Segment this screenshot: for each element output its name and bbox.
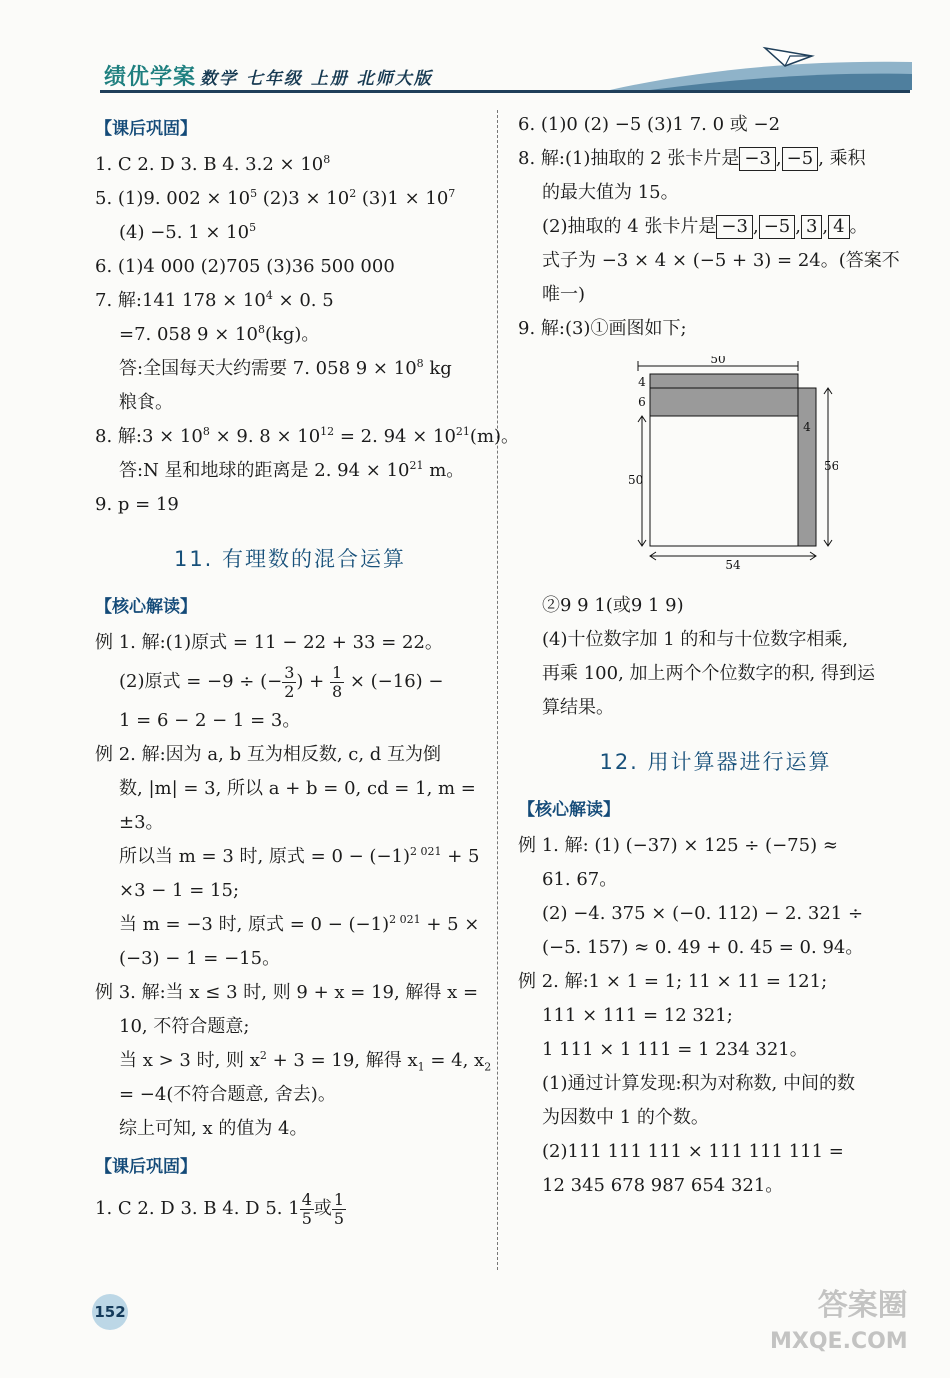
label-height-6: 6 <box>638 395 646 409</box>
example-line: (2) −4. 375 × (−0. 112) − 2. 321 ÷ <box>542 903 864 924</box>
answer-line: 6. (1)0 (2) −5 (3)1 7. 0 或 −2 <box>518 114 781 135</box>
answer-line: 8. 解:(1)抽取的 2 张卡片是 −3 , −5 , 乘积 <box>518 148 866 169</box>
fraction: $\frac{3}{2}$ <box>284 662 295 701</box>
answer-line: 唯一) <box>542 284 586 305</box>
card-box: 4 <box>828 215 849 239</box>
answer-line: 粮食。 <box>119 392 173 413</box>
card-box: −5 <box>782 147 819 171</box>
answer-line: 的最大值为 15。 <box>542 182 679 203</box>
answer-line: 9. p = 19 <box>95 494 179 515</box>
answer-line: 7. 解:141 $178 \times 10^4 \times 0$. 5 <box>95 289 334 311</box>
square-diagram <box>628 356 838 571</box>
section-tag-hexin: 【核心解读】 <box>95 597 197 617</box>
example-line: 综上可知, x 的值为 4。 <box>119 1118 308 1139</box>
example-line: (−5. 157) ≈ 0. 49 + 0. 45 = 0. 94。 <box>542 937 864 958</box>
answer-line: 式子为 −3 × 4 × (−5 + 3) = 24。(答案不 <box>542 250 900 271</box>
example-line: 例 2. 解:因为 a, b 互为相反数, c, d 互为倒 <box>95 744 442 765</box>
answer-line: 1. C 2. D 3. B 4. D 5. 1 $\frac{4}{5}$ 或 $\frac{1}{5}$ <box>95 1189 345 1228</box>
example-line: = −4(不符合题意, 舍去)。 <box>119 1084 336 1105</box>
example-line: 为因数中 1 的个数。 <box>542 1107 709 1128</box>
card-box: 3 <box>801 215 822 239</box>
example-line: 所以当 m = 3 时, 原式 = $0 - (-1)^{2 021} + 5$ <box>119 845 480 867</box>
example-line: 111 × 111 = 12 321; <box>542 1005 733 1026</box>
example-line: ±3。 <box>119 812 164 833</box>
fraction: $\frac{1}{5}$ <box>333 1189 345 1228</box>
section-tag-kehou: 【课后巩固】 <box>95 119 197 139</box>
book-subject: 数学 七年级 上册 北师大版 <box>200 69 433 89</box>
right-column <box>518 108 913 1203</box>
brand-logo: 绩优学案 <box>104 65 197 90</box>
section-title-12: 12. 用计算器进行运算 <box>599 750 832 774</box>
label-right-height: 56 <box>824 459 838 473</box>
fraction: $\frac{4}{5}$ <box>301 1189 312 1228</box>
example-line: 当 m = −3 时, 原式 = $0 - (-1)^{2 021} + 5$ × <box>119 913 480 935</box>
label-bottom-width: 54 <box>725 558 741 571</box>
section-title-11: 11. 有理数的混合运算 <box>173 547 407 571</box>
answer-line: (4) −5. $1 \times 10^5$ <box>119 221 257 243</box>
example-line: 数, |m| = 3, 所以 a + b = 0, cd = 1, m = <box>119 778 476 799</box>
shaded-right-strip <box>798 388 816 546</box>
example-line: 例 1. 解:(1)原式 = 11 − 22 + 33 = 22。 <box>95 632 443 653</box>
answer-line: 9. 解:(3)①画图如下; <box>518 318 687 339</box>
example-line: 当 x > 3 时, 则 $x^2 + 3 = 19$, 解得 $x_1 = 4$, $x_2$ <box>119 1049 492 1074</box>
example-line: 61. 67。 <box>542 869 618 890</box>
example-line: 12 345 678 987 654 321。 <box>542 1175 784 1196</box>
answer-line: (2)抽取的 4 张卡片是 −3 , −5 , 3 , 4 。 <box>542 216 868 237</box>
label-top-width: 50 <box>710 356 726 366</box>
paper-plane-icon <box>765 48 812 66</box>
example-line: 1 111 × 1 111 = 1 234 321。 <box>542 1039 808 1060</box>
column-divider <box>497 110 499 1270</box>
answer-line: 答:全国每天大约需要 7. 058 $9 \times 10^8$ kg <box>119 357 452 379</box>
fraction: $\frac{1}{8}$ <box>331 662 343 701</box>
left-column <box>95 108 520 1232</box>
answer-line: 再乘 100, 加上两个个位数字的积, 得到运 <box>542 663 875 684</box>
example-line: (2)111 111 111 × 111 111 111 = <box>542 1141 844 1162</box>
example-line: 例 1. 解: (1) (−37) × 125 ÷ (−75) ≈ <box>518 835 838 856</box>
inner-square <box>650 416 798 546</box>
example-line: (1)通过计算发现:积为对称数, 中间的数 <box>542 1073 856 1094</box>
example-line: 10, 不符合题意; <box>119 1016 250 1037</box>
card-box: −3 <box>716 215 753 239</box>
answer-line: 5. (1)9. $002 \times 10^5$ $(2)3 \times 10^2$ $(3)1 \times 10^7$ <box>95 187 456 209</box>
example-line: ×3 − 1 = 15; <box>119 880 240 901</box>
card-box: −3 <box>739 147 776 171</box>
shaded-top-bar <box>650 374 798 416</box>
example-line: 1 = 6 − 2 − 1 = 3。 <box>119 710 301 731</box>
answer-line: 6. (1)4 000 (2)705 (3)36 500 000 <box>95 256 395 277</box>
site-watermark: 答案圈 MXQE.COM <box>770 1288 908 1354</box>
header-rule <box>100 90 910 93</box>
page-header <box>0 0 950 100</box>
example-line: (−3) − 1 = −15。 <box>119 948 281 969</box>
answer-line: 算结果。 <box>542 697 614 718</box>
example-line: (2)原式 = −9 ÷ (− $\frac{3}{2}$ ) + $\frac{1}{8}$ × (−16) − <box>119 662 444 701</box>
section-tag-hexin: 【核心解读】 <box>518 800 620 820</box>
answer-line: =7. 058 $9 \times 10^8(kg)$。 <box>119 323 320 345</box>
page-number: 152 <box>92 1294 128 1330</box>
answer-line: (4)十位数字加 1 的和与十位数字相乘, <box>542 629 849 650</box>
answer-line: 1. C 2. D 3. B 4. $3.2 \times 10^8$ <box>95 153 331 175</box>
example-line: 例 3. 解:当 x ≤ 3 时, 则 9 + x = 19, 解得 x = <box>95 982 479 1003</box>
answer-line: 8. 解:3 × $10^8 \times 9$. $8 \times 10^{12} = 2$. $94 \times 10^{21}(m)$。 <box>95 425 520 447</box>
label-inner-left: 50 <box>628 473 644 487</box>
answer-line: 答:N 星和地球的距离是 2. $94 \times 10^{21}$ m。 <box>119 459 465 481</box>
label-height-4: 4 <box>638 375 646 389</box>
section-tag-kehou: 【课后巩固】 <box>95 1157 197 1177</box>
card-box: −5 <box>759 215 796 239</box>
answer-line: ②9 9 1(或9 1 9) <box>542 595 684 616</box>
example-line: 例 2. 解:1 × 1 = 1; 11 × 11 = 121; <box>518 971 828 992</box>
label-strip-width: 4 <box>803 420 811 434</box>
